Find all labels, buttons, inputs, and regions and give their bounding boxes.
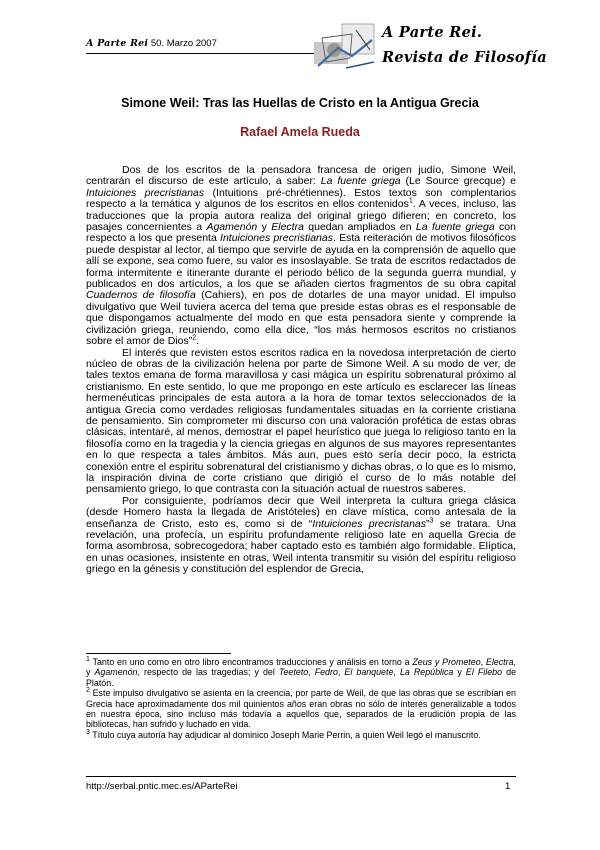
page-header xyxy=(86,22,547,77)
journal-name-line2: Revista de Filosofía xyxy=(382,49,547,66)
footnote-ref-1[interactable]: 1 xyxy=(408,197,413,205)
footnotes xyxy=(86,657,516,740)
issue-label: 50. Marzo 2007 xyxy=(150,38,217,49)
article-author: Rafael Amela Rueda xyxy=(240,125,360,139)
footnote-separator xyxy=(86,653,231,654)
article-body xyxy=(86,165,516,576)
article-title: Simone Weil: Tras las Huellas de Cristo en la Antigua Grecia xyxy=(121,96,479,110)
footer-url-link[interactable]: http://serbal.pntic.mec.es/AParteRei xyxy=(86,781,238,792)
paragraph-3: Por consiguiente, podríamos decir que Weil interpreta la cultura griega clásica (desde Homero hasta la llegada de Aristóteles) en clave mística, como antesala de la enseñanza de Cristo, esto es, como si de “Intuiciones precristanas”$^3$ se tratara. Una revelación, una profecía, un espíritu profundamente religioso late en aquella Grecia de forma asombrosa, sobrecogedora; haber captado esto es también algo formidable. Elíptica, en unas ocasiones, insistente en otras, Weil intenta transmitir su visión del espíritu religioso griego en la génesis y constitución del esplendor de Grecia, xyxy=(86,494,516,576)
issue-line xyxy=(86,38,217,49)
footnote-ref-2[interactable]: 2 xyxy=(192,334,197,342)
footnote-3: $^3$ Título cuya autoría hay adjudicar al dominico Joseph Marie Perrin, a quien Weil legó el manuscrito. xyxy=(86,728,481,740)
footnote-ref-3[interactable]: 3 xyxy=(429,517,434,525)
brand-name: A Parte Rei xyxy=(86,38,149,49)
journal-logo-art xyxy=(312,22,378,74)
journal-name-line1: A Parte Rei. xyxy=(382,24,483,41)
paragraph-1: Dos de los escritos de la pensadora francesa de origen judío, Simone Weil, centrarán el discurso de este artículo, a saber: La fuente griega (Le Source grecque) e Intuiciones precristianas (Intuitions pré-chrétiennes). Estos textos son complentarios respecto a la temática y algunos de los escritos en ellos contenidos$^1$. A veces, incluso, las traducciones que la propia autora realiza del original griego difieren; en concreto, los pasajes concernientes a Agamenón y Electra quedan ampliados en La fuente griega con respecto a los que presenta Intuiciones precristianas. Esta reiteración de motivos filosóficos puede despistar al lector, al tiempo que servirle de ayuda en la comprensión de aquello que allí se expone, sea como fuere, su valor es insoslayable. Se trata de escritos redactados de forma intermitente e itinerante durante el periodo bélico de la segunda guerra mundial, y publicados en dos artículos, a los que se añaden ciertos fragmentos de su obra capital Cuadernos de filosofía (Cahiers), en pos de dotarles de una mayor unidad. El impulso divulgativo que Weil tuviera acerca del tema que preside estas obras es el responsable de que dispongamos actualmente del modo en que esta pensadora siente y comprende la civilización griega, reuniendo, como ella dice, “los más hermosos escritos no cristianos sobre el amor de Dios”$^2$. xyxy=(86,164,516,348)
footer-rule xyxy=(86,776,516,777)
footnote-2: $^2$ Este impulso divulgativo se asienta en la creencia, por parte de Weil, de que las obras que se escribían en Grecia hace aproximadamente dos mil quinientos años eran obras no sólo de interés generalizable a todos en nuestra época, sino incluso más todavía a aquellos que, separados de la erudición propia de las bibliotecas, han sufrido y luchado en vida. xyxy=(86,687,516,730)
page-number: 1 xyxy=(505,781,511,792)
footnote-1: $^1$ Tanto en uno como en otro libro encontramos traducciones y análisis en torno a Zeus y Prometeo, Electra, y Agamenón, respecto de las tragedias; y del Teeteto, Fedro, El banquete, La República y El Filebo de Platón. xyxy=(86,656,516,688)
paragraph-2: El interés que revisten estos escritos radica en la novedosa interpretación de cierto núcleo de obras de la civilización helena por parte de Simone Weil. A su modo de ver, de tales textos emana de forma maravillosa y casi mágica un espíritu sobrenatural próximo al cristianismo. En este sentido, lo que me propongo en este artículo es esclarecer las líneas hermenéuticas principales de esta autora a la hora de tomar textos seleccionados de la antigua Grecia como verdades religiosas fundamentales situadas en la corriente cristiana de pensamiento. Sin comprometer mi discurso con una valoración profética de estas obras clásicas, intentaré, al menos, demostrar el papel heurístico que juega lo religioso tanto en la filosofía como en la tragedia y la ciencia griegas en algunos de sus mayores representantes en lo que respecta a tales ámbitos. Más aun, pues esto sería decir poco, la estricta conexión entre el espíritu sobrenatural del cristianismo y dichas obras, o lo que es lo mismo, la inspiración divina de corte cristiano que dirigió el curso de lo más notable del pensamiento griego, lo que contrasta con la situación actual de nuestros saberes. xyxy=(86,346,516,496)
